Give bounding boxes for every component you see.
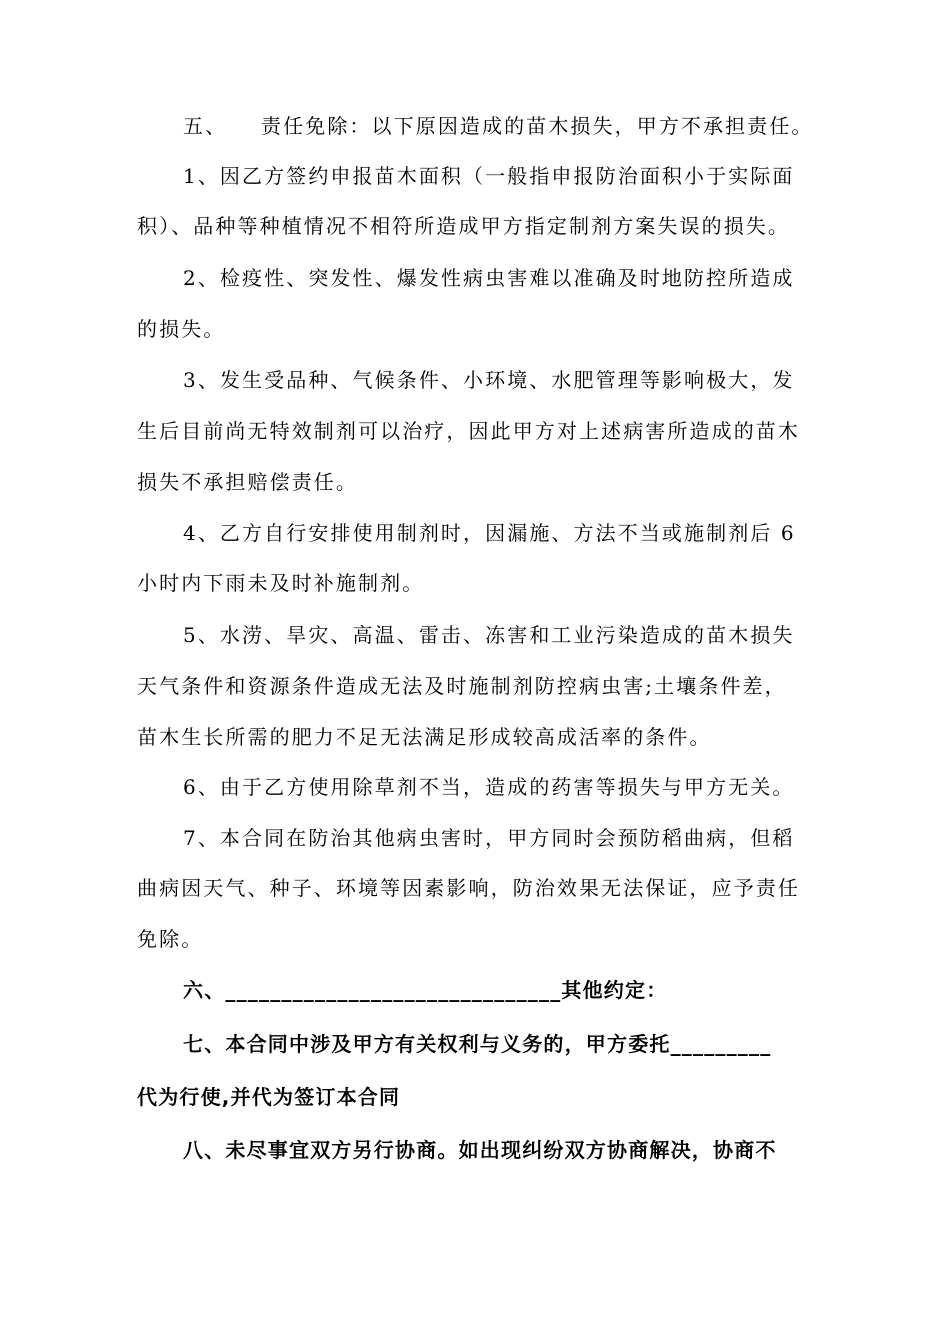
section-7-line-2: 代为行使,并代为签订本合同 [137, 1085, 401, 1109]
item-5-line-1: 5、水涝、旱灾、高温、雷击、冻害和工业污染造成的苗木损失 [183, 623, 795, 647]
item-5-line-2: 天气条件和资源条件造成无法及时施制剂防控病虫害;土壤条件差， [137, 674, 787, 698]
item-7-line-3: 免除。 [137, 927, 204, 951]
item-2-line-2: 的损失。 [137, 317, 226, 341]
item-5-line-3: 苗木生长所需的肥力不足无法满足形成较高成活率的条件。 [137, 725, 712, 749]
section-7-line-1: 七、本合同中涉及甲方有关权利与义务的，甲方委托_________ [183, 1032, 772, 1056]
section-6-heading: 六、______________________________其他约定： [183, 978, 668, 1002]
item-1-line-2: 积）、品种等种植情况不相符所造成甲方指定制剂方案失误的损失。 [137, 214, 790, 238]
item-3-line-3: 损失不承担赔偿责任。 [137, 470, 358, 494]
item-2-line-1: 2、检疫性、突发性、爆发性病虫害难以准确及时地防控所造成 [183, 266, 795, 290]
item-3-line-2: 生后目前尚无特效制剂可以治疗，因此甲方对上述病害所造成的苗木 [137, 419, 800, 443]
item-7-line-1: 7、本合同在防治其他病虫害时，甲方同时会预防稻曲病，但稻 [183, 826, 795, 850]
item-7-line-2: 曲病因天气、种子、环境等因素影响，防治效果无法保证，应予责任 [137, 876, 800, 900]
item-1-line-1: 1、因乙方签约申报苗木面积（一般指申报防治面积小于实际面 [183, 164, 795, 188]
item-4-line-2: 小时内下雨未及时补施制剂。 [137, 571, 425, 595]
section-8-line-1: 八、未尽事宜双方另行协商。如出现纠纷双方协商解决，协商不 [183, 1138, 777, 1162]
item-6-line-1: 6、由于乙方使用除草剂不当，造成的药害等损失与甲方无关。 [183, 775, 795, 799]
item-4-line-1: 4、乙方自行安排使用制剂时，因漏施、方法不当或施制剂后 6 [183, 521, 796, 545]
section-5-heading: 五、 责任免除：以下原因造成的苗木损失，甲方不承担责任。 [183, 114, 814, 138]
item-3-line-1: 3、发生受品种、气候条件、小环境、水肥管理等影响极大，发 [183, 368, 795, 392]
